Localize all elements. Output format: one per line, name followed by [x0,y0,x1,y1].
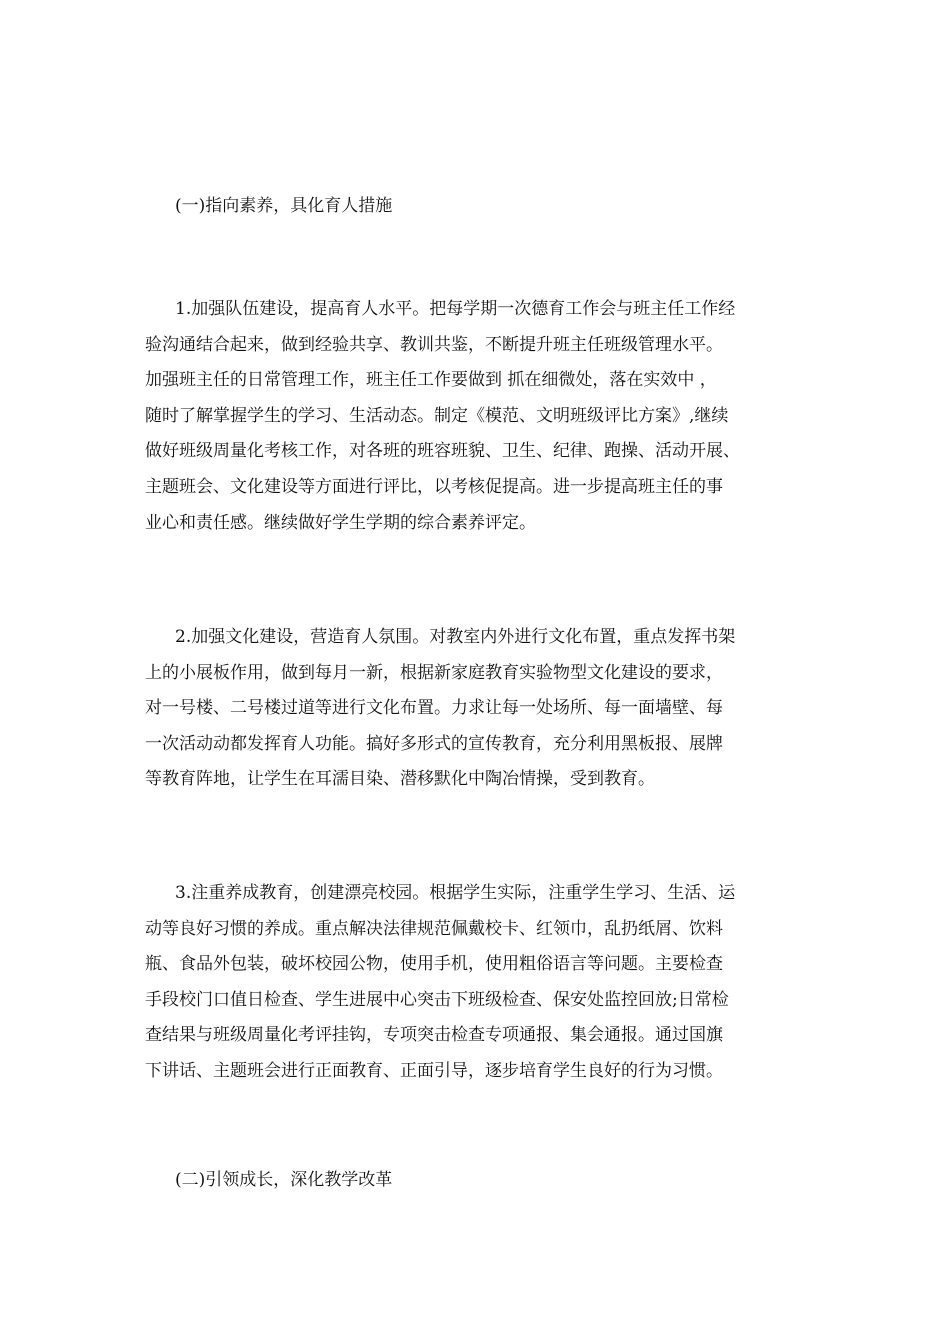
paragraph-line: 一次活动动都发挥育人功能。搞好多形式的宣传教育，充分利用黑板报、展牌 [145,733,723,754]
section-heading-1: (一)指向素养，具化育人措施 [175,196,393,216]
paragraph-line: 加强班主任的日常管理工作，班主任工作要做到 抓在细微处，落在实效中 ， [145,370,717,391]
paragraph-line: 2.加强文化建设，营造育人氛围。对教室内外进行文化布置，重点发挥书架 [175,627,736,647]
paragraph-line: 手段校门口值日检查、学生进展中心突击下班级检查、保安处监控回放;日常检 [145,989,729,1010]
paragraph-line: 下讲话、主题班会进行正面教育、正面引导，逐步培育学生良好的行为习惯。 [145,1060,723,1081]
paragraph-2 [145,620,810,798]
paragraph-1 [145,292,810,541]
paragraph-line: 业心和责任感。继续做好学生学期的综合素养评定。 [145,512,536,533]
paragraph-line: 查结果与班级周量化考评挂钩，专项突击检查专项通报、集会通报。通过国旗 [145,1025,723,1046]
paragraph-line: 对一号楼、二号楼过道等进行文化布置。力求让每一处场所、每一面墙壁、每 [145,698,723,719]
paragraph-line: 动等良好习惯的养成。重点解决法律规范佩戴校卡、红领巾，乱扔纸屑、饮料 [145,918,723,939]
paragraph-line: 做好班级周量化考核工作，对各班的班容班貌、卫生、纪律、跑操、活动开展、 [145,441,740,462]
paragraph-line: 瓶、食品外包装，破坏校园公物，使用手机，使用粗俗语言等问题。主要检查 [145,954,723,975]
paragraph-line: 1.加强队伍建设，提高育人水平。把每学期一次德育工作会与班主任工作经 [175,299,736,319]
section-heading-2: (二)引领成长，深化教学改革 [175,1170,393,1190]
paragraph-line: 等教育阵地，让学生在耳濡目染、潜移默化中陶冶情操，受到教育。 [145,769,655,790]
paragraph-3 [145,876,810,1090]
paragraph-line: 3.注重养成教育，创建漂亮校园。根据学生实际，注重学生学习、生活、运 [175,883,736,903]
paragraph-line: 随时了解掌握学生的学习、生活动态。制定《模范、文明班级评比方案》,继续 [145,405,729,426]
paragraph-line: 上的小展板作用，做到每月一新，根据新家庭教育实验物型文化建设的要求， [145,662,723,683]
paragraph-line: 主题班会、文化建设等方面进行评比，以考核促提高。进一步提高班主任的事 [145,476,723,497]
paragraph-line: 验沟通结合起来，做到经验共享、教训共鉴，不断提升班主任班级管理水平。 [145,334,723,355]
